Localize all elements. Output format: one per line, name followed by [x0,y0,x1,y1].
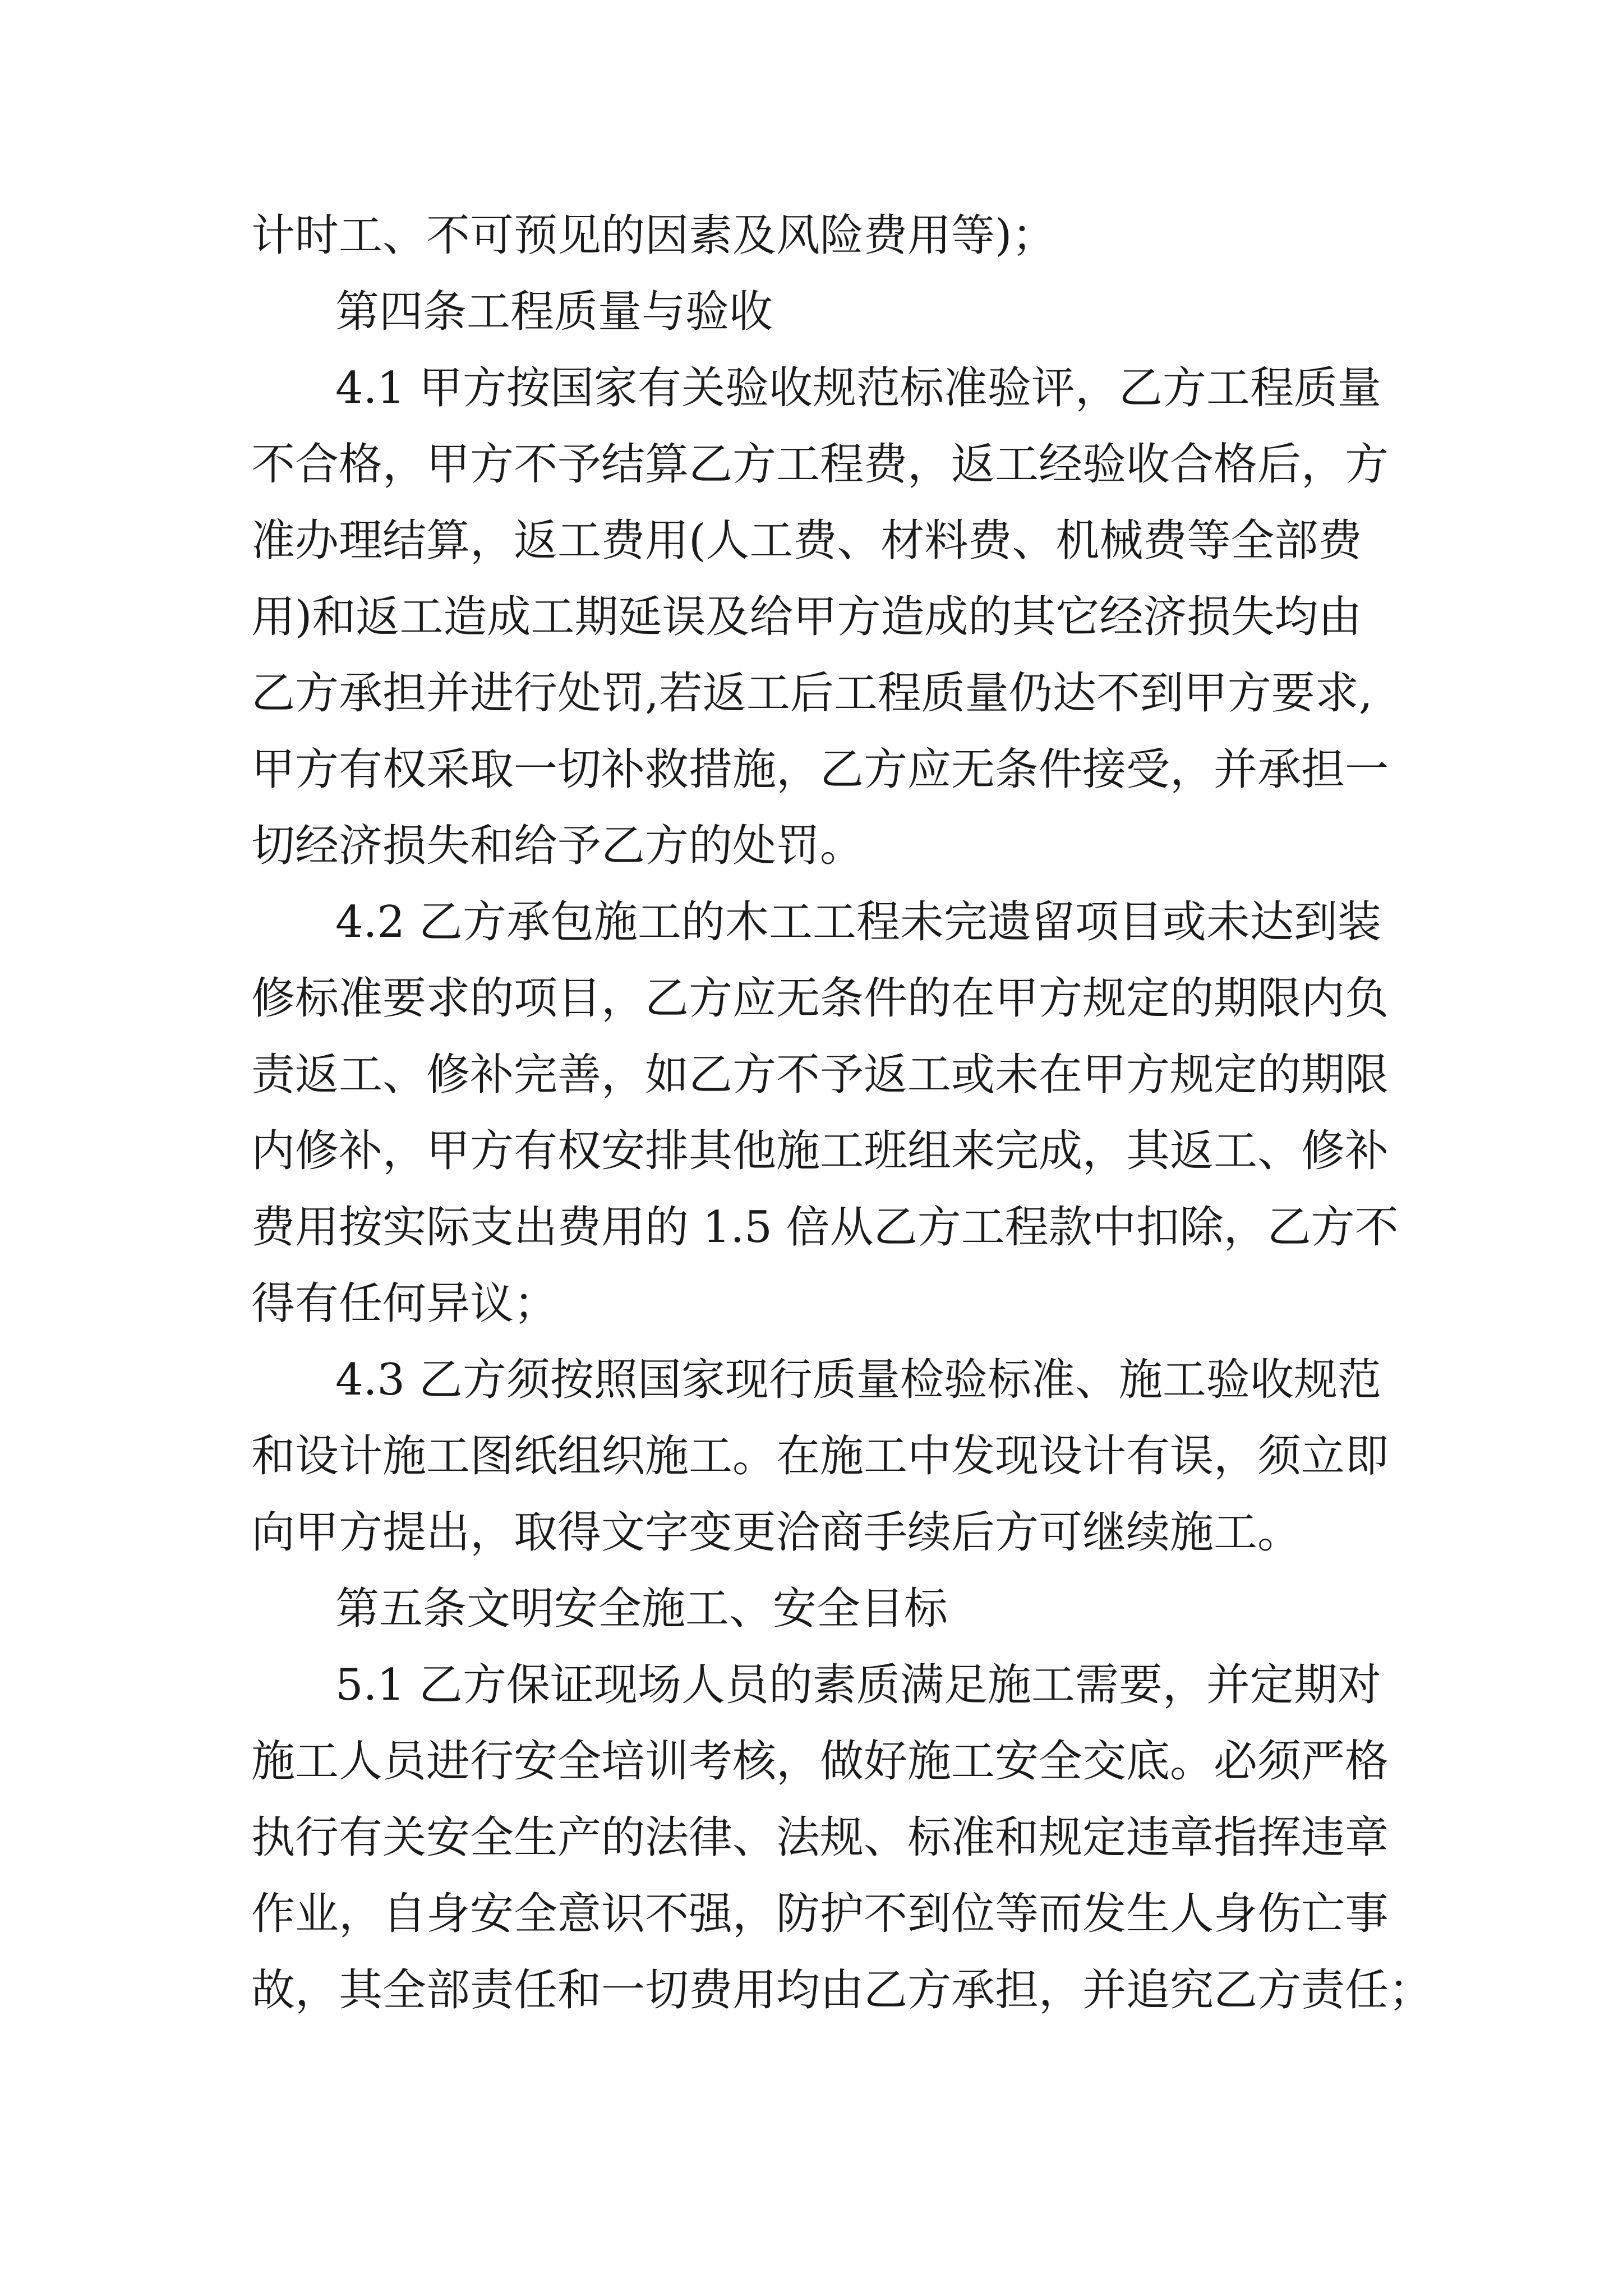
body-line: 得有任何异议； [251,1278,558,1329]
body-line: 切经济损失和给予乙方的处罚。 [251,821,864,871]
clause-start: 5.1 乙方保证现场人员的素质满足施工需要，并定期对 [335,1660,1381,1710]
body-line: 和设计施工图纸组织施工。在施工中发现设计有误，须立即 [251,1431,1389,1481]
body-line: 责返工、修补完善，如乙方不予返工或未在甲方规定的期限 [251,1050,1389,1100]
body-line: 修标准要求的项目，乙方应无条件的在甲方规定的期限内负 [251,973,1389,1024]
clause-start: 4.3 乙方须按照国家现行质量检验标准、施工验收规范 [335,1355,1381,1405]
body-line: 故，其全部责任和一切费用均由乙方承担，并追究乙方责任； [251,1965,1433,2016]
body-line: 不合格，甲方不予结算乙方工程费，返工经验收合格后，方 [251,439,1389,490]
section-heading: 第四条工程质量与验收 [335,287,773,337]
clause-start: 4.1 甲方按国家有关验收规范标准验评，乙方工程质量 [335,363,1381,413]
section-heading: 第五条文明安全施工、安全目标 [335,1584,948,1634]
body-line: 准办理结算，返工费用(人工费、材料费、机械费等全部费 [251,516,1362,566]
body-line: 费用按实际支出费用的 1.5 倍从乙方工程款中扣除，乙方不 [251,1202,1399,1253]
body-line: 内修补，甲方有权安排其他施工班组来完成，其返工、修补 [251,1126,1389,1176]
body-line: 乙方承担并进行处罚,若返工后工程质量仍达不到甲方要求, [251,668,1373,719]
body-line: 计时工、不可预见的因素及风险费用等)； [251,210,1056,261]
body-line: 用)和返工造成工期延误及给甲方造成的其它经济损失均由 [251,592,1362,642]
body-line: 向甲方提出，取得文字变更洽商手续后方可继续施工。 [251,1507,1302,1558]
body-line: 作业，自身安全意识不强，防护不到位等而发生人身伤亡事 [251,1889,1389,1939]
body-line: 执行有关安全生产的法律、法规、标准和规定违章指挥违章 [251,1812,1389,1863]
clause-start: 4.2 乙方承包施工的木工工程未完遗留项目或未达到装 [335,897,1381,947]
body-line: 施工人员进行安全培训考核，做好施工安全交底。必须严格 [251,1736,1389,1787]
body-line: 甲方有权采取一切补救措施，乙方应无条件接受，并承担一 [251,744,1389,795]
